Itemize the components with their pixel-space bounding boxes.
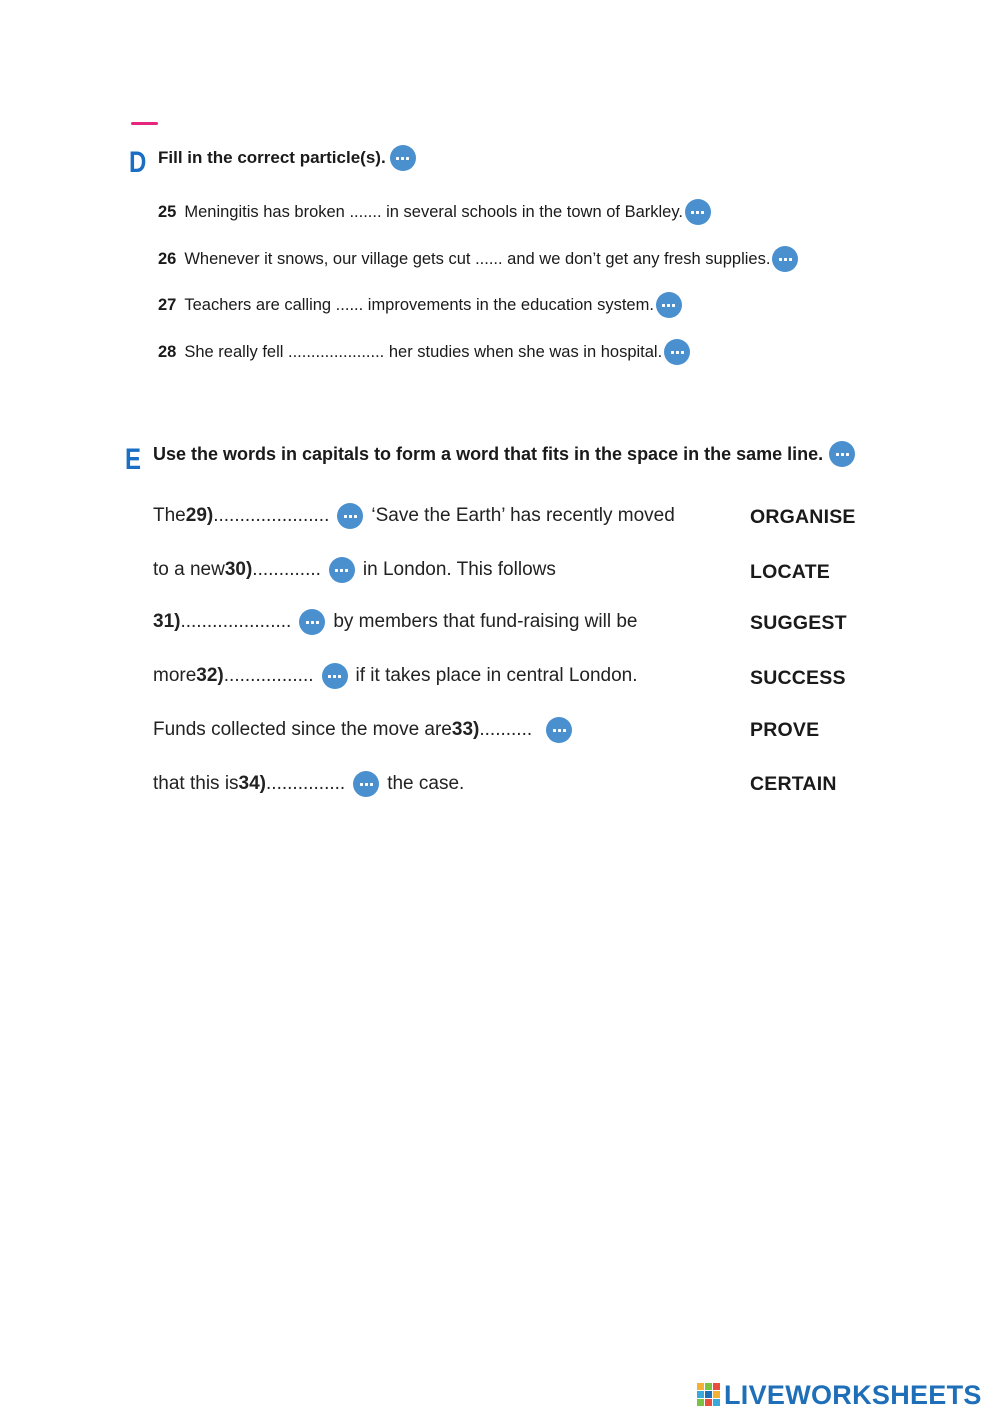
pink-accent-mark — [131, 122, 158, 125]
answer-34-dots-icon[interactable] — [353, 771, 379, 797]
blank-dots: ............... — [266, 773, 346, 794]
question-29 — [153, 502, 675, 530]
question-text: Teachers are calling ...... improvements in the education system. — [184, 296, 654, 314]
section-d-title-text: Fill in the correct particle(s). — [158, 148, 386, 167]
question-text: Whenever it snows, our village gets cut ...... and we don’t get any fresh supplies. — [184, 250, 771, 268]
answer-33-dots-icon[interactable] — [546, 717, 572, 743]
question-number: 30) — [224, 559, 253, 580]
question-31 — [153, 608, 637, 636]
answer-27-dots-icon[interactable] — [656, 292, 682, 318]
question-number: 32) — [196, 665, 224, 686]
question-text: Meningitis has broken ....... in several schools in the town of Barkley. — [184, 203, 683, 221]
question-number: 28 — [158, 343, 177, 361]
keyword-29: ORGANISE — [750, 506, 856, 528]
question-text: She really fell ..................... her studies when she was in hospital. — [184, 343, 663, 361]
question-number: 25 — [158, 203, 177, 221]
keyword-33: PROVE — [750, 719, 820, 741]
line-text-after: by members that fund-raising will be — [333, 611, 638, 632]
answer-29-dots-icon[interactable] — [337, 503, 363, 529]
keyword-32: SUCCESS — [750, 667, 846, 689]
keyword-30: LOCATE — [750, 561, 830, 583]
liveworksheets-brand[interactable] — [697, 1381, 982, 1409]
line-text-before: to a new — [153, 559, 225, 580]
question-34 — [153, 770, 464, 798]
section-d-letter: D — [129, 146, 147, 179]
line-text-after: the case. — [387, 773, 465, 794]
section-e-letter: E — [125, 443, 142, 476]
question-26 — [158, 246, 798, 272]
blank-dots: ..................... — [180, 611, 292, 632]
answer-28-dots-icon[interactable] — [664, 339, 690, 365]
line-text-before: The — [153, 505, 186, 526]
question-number: 27 — [158, 296, 177, 314]
section-e-title-dots-icon[interactable] — [829, 441, 855, 467]
question-number: 33) — [451, 719, 480, 740]
question-27 — [158, 292, 682, 318]
line-text-after: if it takes place in central London. — [355, 665, 638, 686]
line-text-before: that this is — [153, 773, 239, 794]
line-text-before: more — [153, 665, 197, 686]
question-32 — [153, 662, 638, 690]
answer-26-dots-icon[interactable] — [772, 246, 798, 272]
question-number: 29) — [185, 505, 214, 526]
blank-dots: ............. — [252, 559, 321, 580]
answer-31-dots-icon[interactable] — [299, 609, 325, 635]
line-text-after: ‘Save the Earth’ has recently moved — [371, 505, 675, 526]
answer-25-dots-icon[interactable] — [685, 199, 711, 225]
answer-32-dots-icon[interactable] — [322, 663, 348, 689]
question-number: 31) — [153, 611, 181, 632]
section-d-title-dots-icon[interactable] — [390, 145, 416, 171]
answer-30-dots-icon[interactable] — [329, 557, 355, 583]
section-e-title — [153, 441, 855, 467]
blank-dots: ...................... — [213, 505, 330, 526]
question-28 — [158, 339, 690, 365]
blank-dots: ................. — [223, 665, 314, 686]
keyword-34: CERTAIN — [750, 773, 837, 795]
section-e-title-text: Use the words in capitals to form a word that fits in the space in the same line. — [153, 444, 824, 464]
question-30 — [153, 556, 556, 584]
brand-name: LIVEWORKSHEETS — [724, 1380, 982, 1410]
section-d-title — [158, 145, 416, 171]
line-text-before: Funds collected since the move are — [153, 719, 452, 740]
question-number: 26 — [158, 250, 177, 268]
keyword-31: SUGGEST — [750, 612, 847, 634]
blank-dots: .......... — [479, 719, 533, 740]
liveworksheets-logo-icon — [697, 1383, 721, 1407]
question-25 — [158, 199, 711, 225]
line-text-after: in London. This follows — [362, 559, 556, 580]
question-33 — [153, 716, 580, 744]
question-number: 34) — [238, 773, 267, 794]
